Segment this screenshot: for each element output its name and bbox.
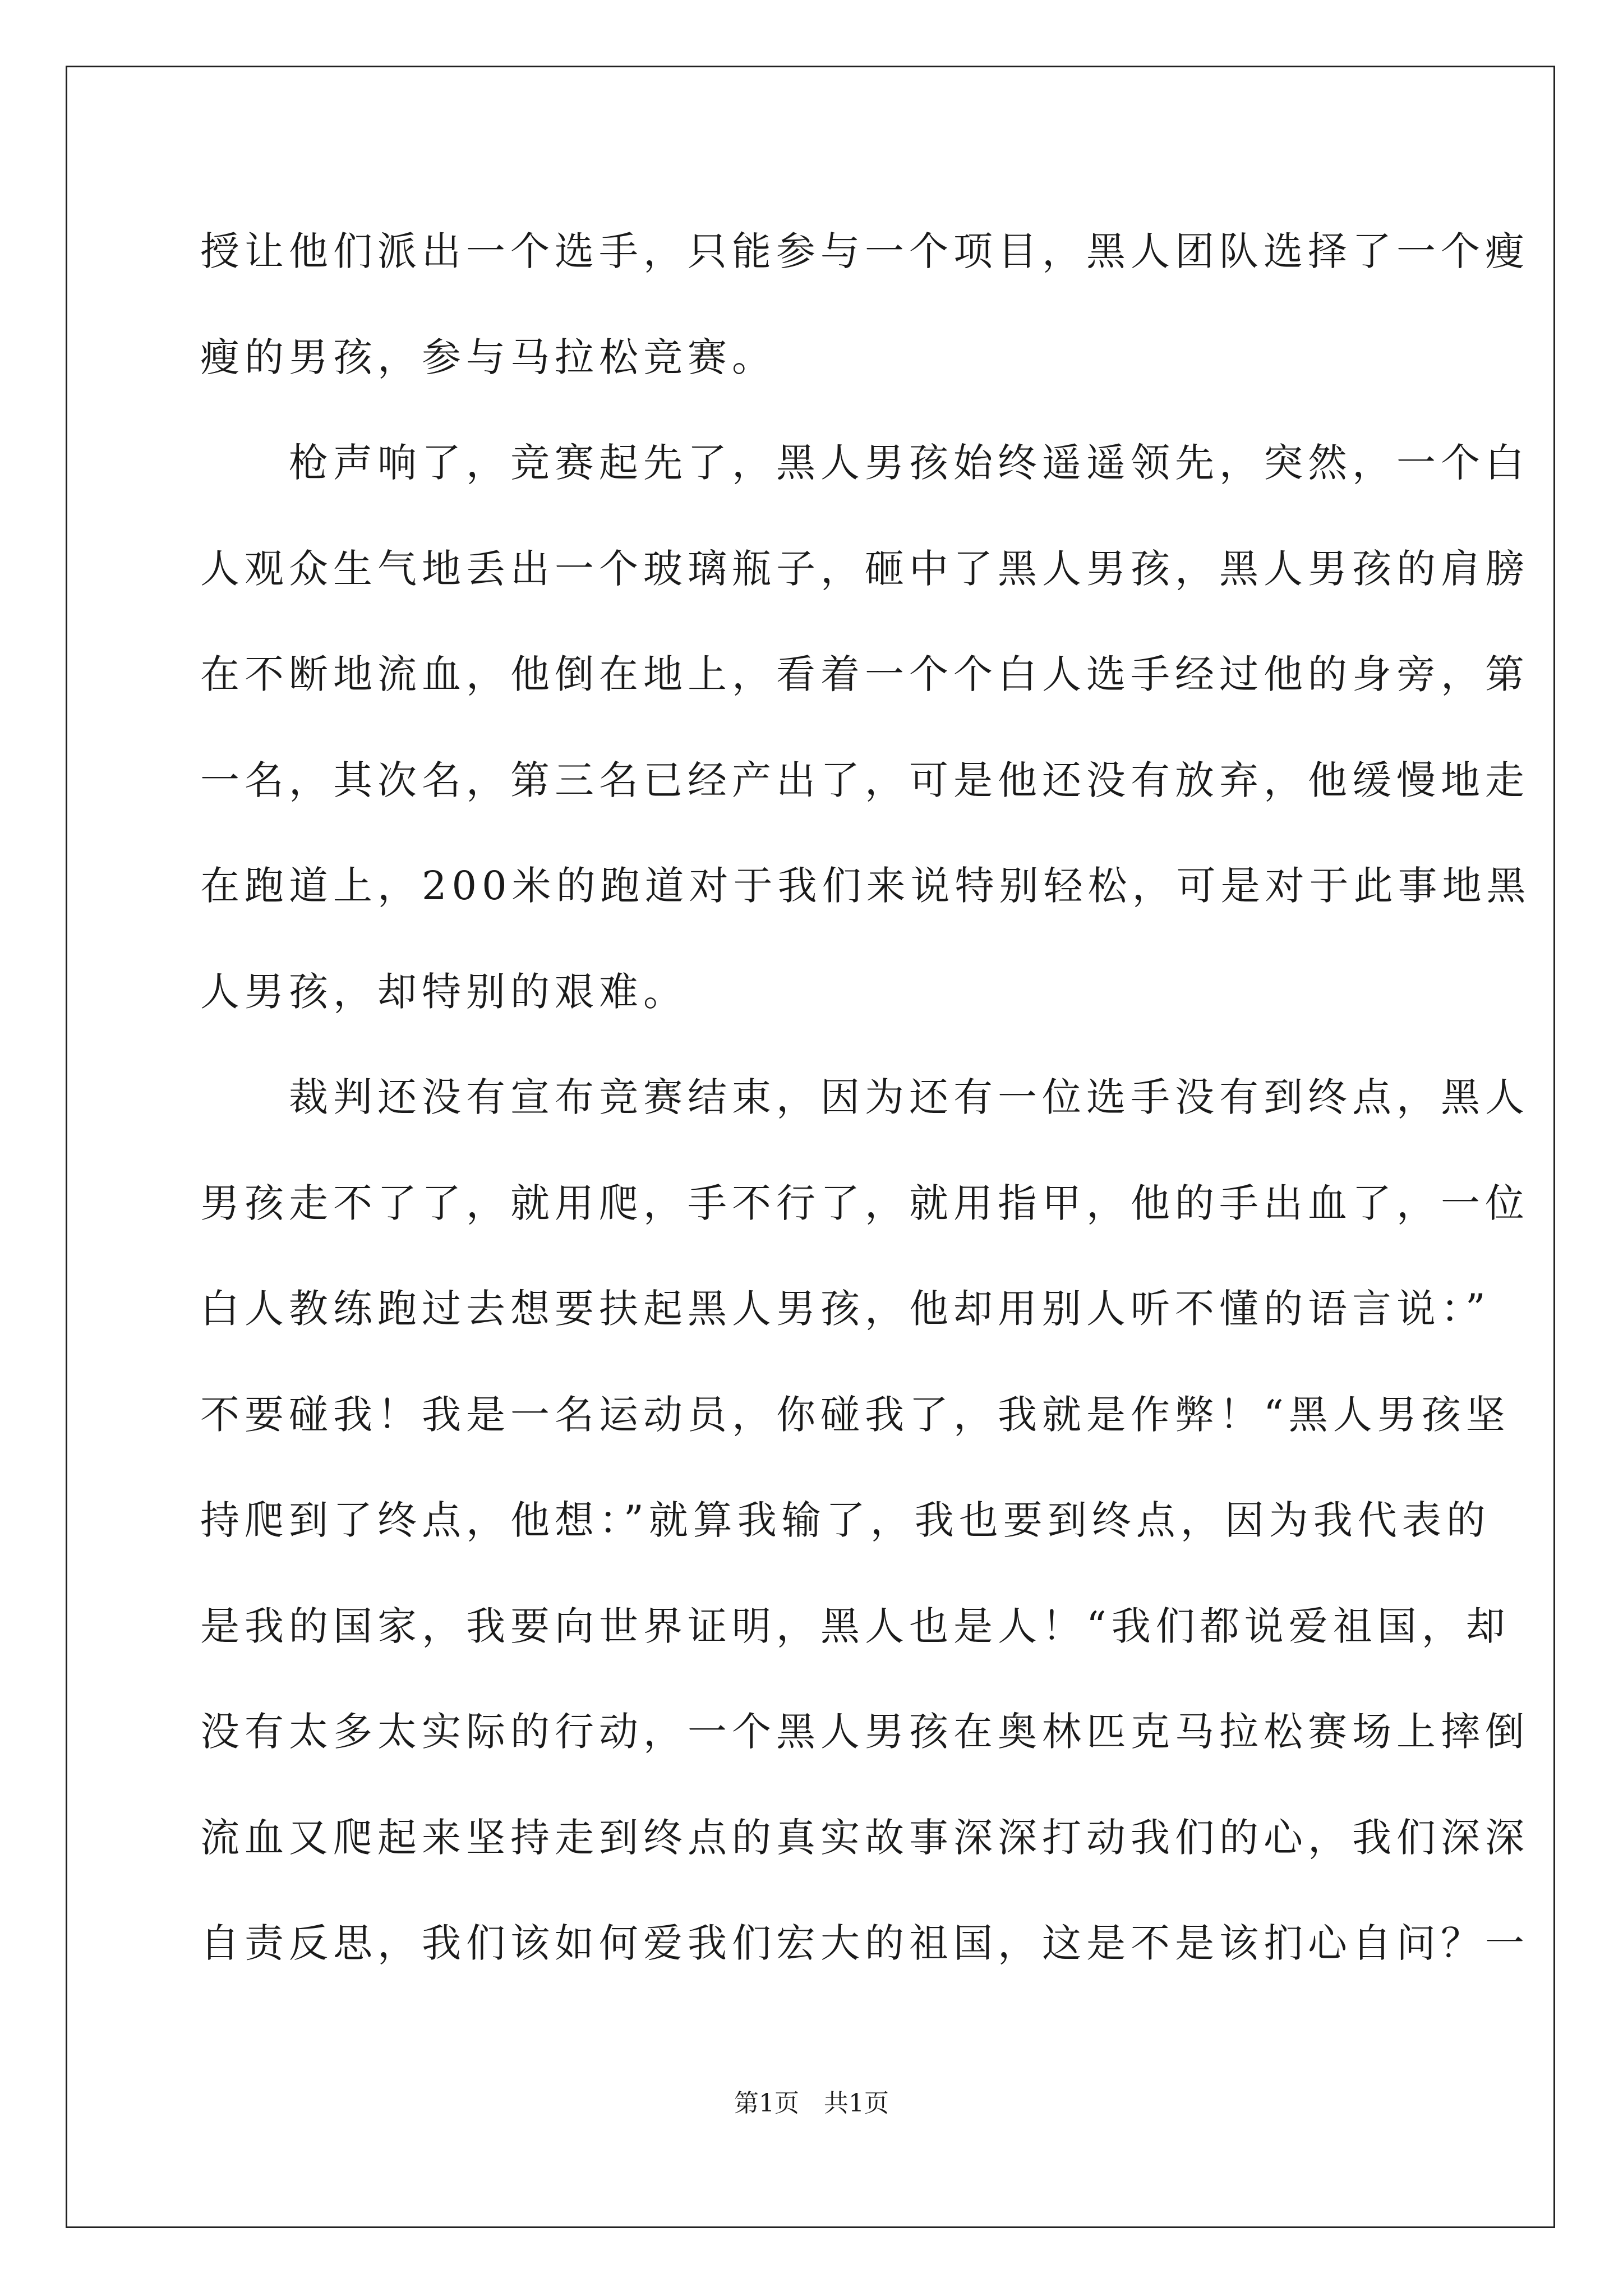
text-line: 人观众生气地丢出一个玻璃瓶子，砸中了黑人男孩，黑人男孩的肩膀 bbox=[200, 545, 1529, 592]
text-line: 瘦的男孩，参与马拉松竞赛。 bbox=[200, 334, 776, 380]
text-line: 人男孩，却特别的艰难。 bbox=[200, 968, 688, 1015]
text-line: 裁判还没有宣布竞赛结束，因为还有一位选手没有到终点，黑人 bbox=[200, 1074, 1529, 1120]
text-line: 一名，其次名，第三名已经产出了，可是他还没有放弃，他缓慢地走 bbox=[200, 757, 1529, 803]
text-line: 男孩走不了了，就用爬，手不行了，就用指甲，他的手出血了，一位 bbox=[200, 1180, 1529, 1226]
text-line: 持爬到了终点，他想：”就算我输了，我也要到终点，因为我代表的 bbox=[200, 1497, 1491, 1543]
text-line: 不要碰我！我是一名运动员，你碰我了，我就是作弊！“黑人男孩坚 bbox=[200, 1391, 1510, 1438]
page-number-footer: 第1页 共1页 bbox=[734, 2089, 889, 2118]
text-line: 授让他们派出一个选手，只能参与一个项目，黑人团队选择了一个瘦 bbox=[200, 228, 1529, 274]
text-line: 在不断地流血，他倒在地上，看着一个个白人选手经过他的身旁，第 bbox=[200, 651, 1529, 697]
text-line: 是我的国家，我要向世界证明，黑人也是人！“我们都说爱祖国，却 bbox=[200, 1603, 1510, 1649]
text-line: 在跑道上，200米的跑道对于我们来说特别轻松，可是对于此事地黑 bbox=[200, 863, 1531, 909]
text-line: 枪声响了，竞赛起先了，黑人男孩始终遥遥领先，突然，一个白 bbox=[200, 440, 1529, 486]
text-line: 流血又爬起来坚持走到终点的真实故事深深打动我们的心，我们深深 bbox=[200, 1814, 1529, 1861]
text-line: 自责反思，我们该如何爱我们宏大的祖国，这是不是该扪心自问？一 bbox=[200, 1920, 1529, 1966]
text-line: 白人教练跑过去想要扶起黑人男孩，他却用别人听不懂的语言说：” bbox=[200, 1286, 1491, 1332]
body-text bbox=[200, 199, 1531, 1996]
text-line: 没有太多太实际的行动，一个黑人男孩在奥林匹克马拉松赛场上摔倒 bbox=[200, 1709, 1529, 1755]
